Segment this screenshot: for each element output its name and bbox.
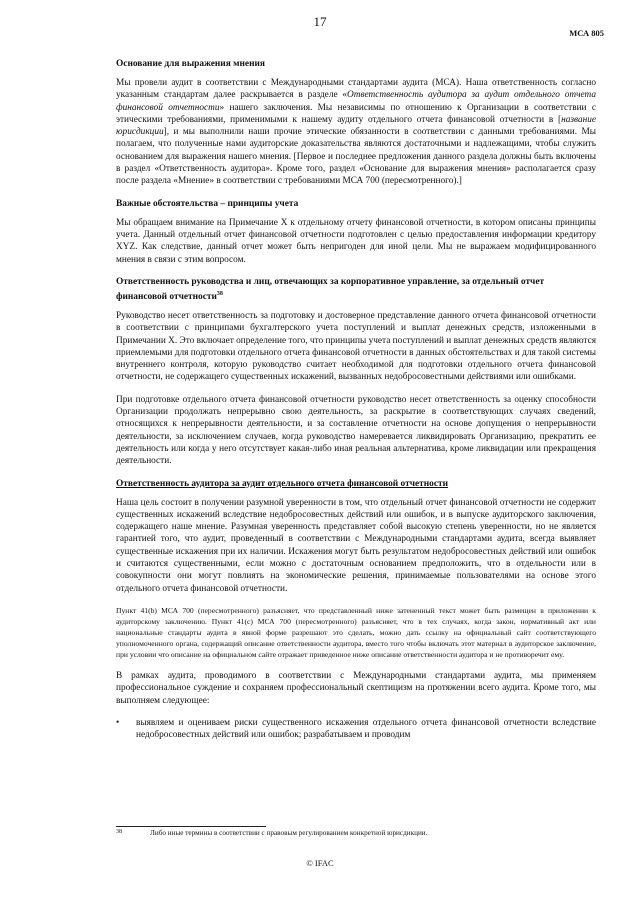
paragraph-emphasis: Мы обращаем внимание на Примечание X к отдельному отчету финансовой отчетности, в котором описаны принципы учета. Данный отдельный отчет финансовой отчетности подготовлен с целью предоставления информации кредитору XYZ. Как следствие, данный отчет может быть непригоден для иной цели. Мы не выражаем модифицированного мнения в связи с этим вопросом.: [116, 217, 596, 265]
paragraph-basis: Мы провели аудит в соответствии с Международными стандартами аудита (МСА). Наша ответственность согласно указанным стандартам далее раскрывается в разделе «Ответственность аудитора за аудит отдельного отчета финансовой отчетности» нашего заключения. Мы независимы по отношению к Организации в соответствии с этическими требованиями, применимыми к нашему аудиту отдельного отчета финансовой отчетности в [название юрисдикции], и мы выполнили наши прочие этические обязанности в соответствии с данными требованиями. Мы полагаем, что полученные нами аудиторские доказательства являются достаточными и надлежащими, чтобы служить основанием для выражения нашего мнения. [Первое и последнее предложения данного раздела должны быть включены в раздел «Ответственность аудитора». Кроме того, раздел «Основание для выражения мнения» располагается сразу после раздела «Мнение» в соответствии с требованиями МСА 700 (пересмотренного).]: [116, 78, 596, 187]
italic-section-ref: Ответственность аудитора за аудит отдельного отчета финансовой отчетности: [116, 90, 596, 113]
section-heading-basis: Основание для выражения мнения: [116, 59, 265, 69]
page-number: 17: [313, 14, 327, 29]
footnote-divider: [116, 826, 266, 827]
section-heading-emphasis: Важные обстоятельства – принципы учета: [116, 198, 299, 209]
section-heading-auditor: Ответственность аудитора за аудит отдельного отчета финансовой отчетности: [116, 478, 449, 489]
footnote-number: 38: [116, 829, 122, 835]
document-code: МСА 805: [569, 28, 604, 38]
italic-jurisdiction: название юрисдикции: [116, 114, 596, 138]
paragraph-management-1: Руководство несет ответственность за подготовку и достоверное представление данного отчета финансовой отчетности в соответствии с принципами бухгалтерского учета поступлений и выплат денежных средств, изложенными в Примечании X. Это включает определение того, что принципы учета поступлений и выплат денежных средств являются приемлемыми для подготовки отдельного отчета финансовой отчетности в данных обстоятельствах и для такой системы внутреннего контроля, которую руководство считает необходимой для подготовки отдельного отчета финансовой отчетности, не содержащего существенных искажений, вызванных недобросовестными действиями или ошибками.: [116, 310, 596, 383]
footnote: [116, 829, 596, 837]
section-heading-management: Ответственность руководства и лиц, отвечающих за корпоративное управление, за отдельный отчет финансовой отчетности$^{38}$: [116, 276, 545, 302]
bullet-item: • выявляем и оцениваем риски существенного искажения отдельного отчета финансовой отчетности вследствие недобросовестных действий или ошибок; разрабатываем и проводим: [116, 717, 596, 741]
paragraph-auditor-1: Наша цель состоит в получении разумной уверенности в том, что отдельный отчет финансовой отчетности не содержит существенных искажений вследствие недобросовестных действий или ошибок, и в выпуске аудиторского заключения, содержащего наше мнение. Разумная уверенность представляет собой высокую степень уверенности, но не является гарантией того, что аудит, проведенный в соответствии с Международными стандартами аудита, всегда выявляет существенные искажения при их наличии. Искажения могут быть результатом недобросовестных действий или ошибок и считаются существенными, если можно с достаточным основанием предположить, что в отдельности или в совокупности они могут повлиять на экономические решения, принимаемые пользователями на основе этого отдельного отчета финансовой отчетности.: [116, 497, 596, 594]
footnote-text: Либо иные термины в соответствии с правовым регулированием конкретной юрисдикции.: [150, 829, 428, 837]
footnote-ref: 38: [216, 290, 223, 297]
footer-copyright: © IFAC: [306, 858, 334, 868]
bullet-icon: •: [116, 717, 120, 728]
page-body: [116, 58, 596, 741]
paragraph-auditor-2: В рамках аудита, проводимого в соответствии с Международными стандартами аудита, мы применяем профессиональное суждение и сохраняем профессиональный скептицизм на протяжении всего аудита. Кроме того, мы выполняем следующее:: [116, 670, 596, 706]
paragraph-note-small: Пункт 41(b) МСА 700 (пересмотренного) разъясняет, что представленный ниже затененный текст может быть размещен в приложении к аудиторскому заключению. Пункт 41(c) МСА 700 (пересмотренного) разъясняет, что в тех случаях, когда закон, нормативный акт или национальные стандарты аудита в явной форме разрешают это сделать, можно дать ссылку на официальный сайт соответствующего уполномоченного органа, содержащий описание ответственности аудитора, вместо того чтобы включать этот материал в аудиторское заключение, при условии что описание на официальном сайте отражает приведенное ниже описание ответственности аудитора и не противоречит ему.: [116, 605, 596, 659]
paragraph-management-2: При подготовке отдельного отчета финансовой отчетности руководство несет ответственность за оценку способности Организации продолжать непрерывно свою деятельность, за раскрытие в соответствующих случаях сведений, относящихся к непрерывности деятельности, и за составление отчетности на основе допущения о непрерывности деятельности, за исключением случаев, когда руководство намеревается ликвидировать Организацию, прекратить ее деятельность или когда у него отсутствует какая-либо иная реальная альтернатива, кроме ликвидации или прекращения деятельности.: [116, 394, 596, 467]
